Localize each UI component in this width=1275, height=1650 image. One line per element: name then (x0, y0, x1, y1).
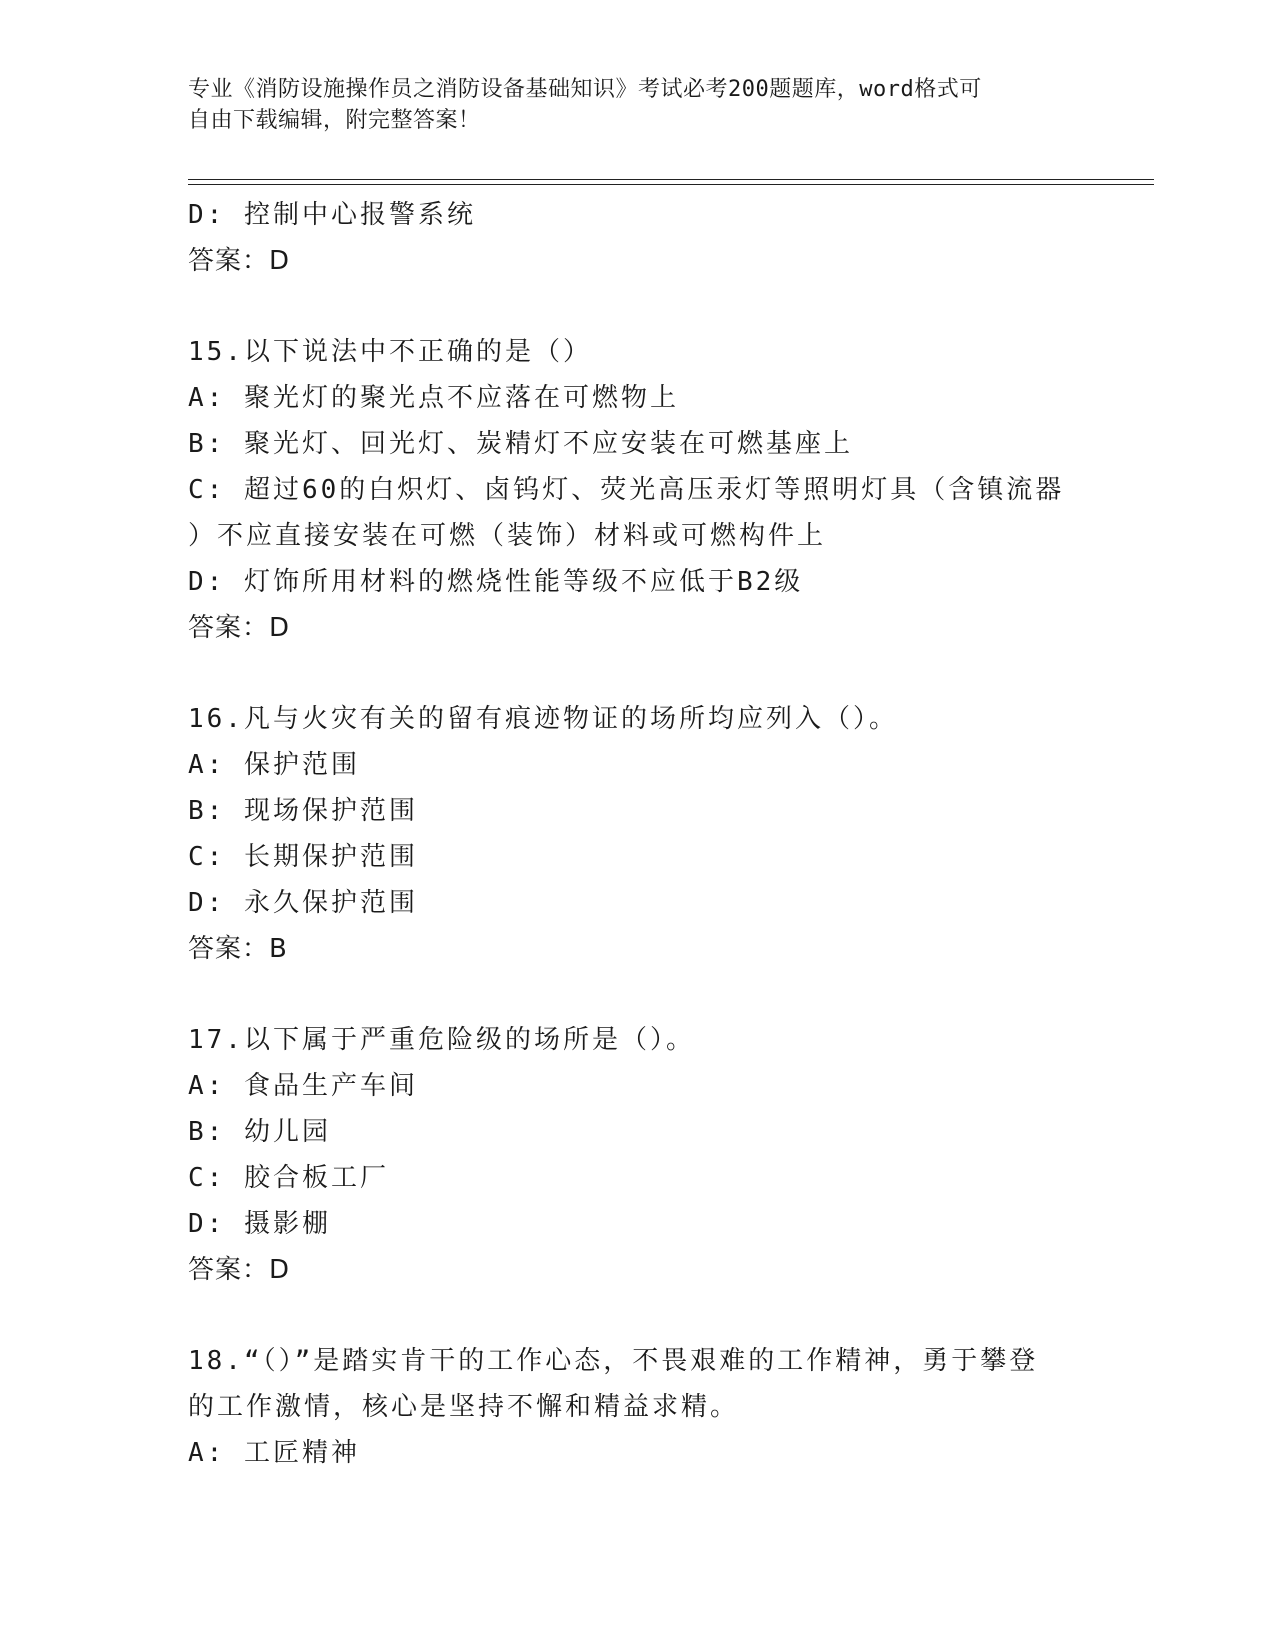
option-c: C: 胶合板工厂 (188, 1163, 389, 1193)
header-divider-top (188, 179, 1154, 180)
option-a: A: 聚光灯的聚光点不应落在可燃物上 (188, 383, 679, 413)
question-text-continued: 的工作激情，核心是坚持不懈和精益求精。 (188, 1392, 740, 1422)
spacer (188, 1293, 1088, 1338)
question-text: 15.以下说法中不正确的是（） (188, 337, 592, 367)
question-14-fragment (188, 192, 1088, 284)
document-header (188, 74, 1088, 136)
option-a: A: 保护范围 (188, 750, 360, 780)
answer: 答案：D (188, 246, 291, 276)
option-c: C: 长期保护范围 (188, 842, 418, 872)
option-c-continued: ）不应直接安装在可燃（装饰）材料或可燃构件上 (188, 521, 827, 551)
header-title-line-2: 自由下载编辑，附完整答案！ (188, 108, 481, 133)
question-16 (188, 696, 1088, 972)
question-text: 16.凡与火灾有关的留有痕迹物证的场所均应列入（）。 (188, 704, 898, 734)
spacer (188, 284, 1088, 329)
question-15 (188, 329, 1088, 651)
spacer (188, 972, 1088, 1017)
option-c: C: 超过60的白炽灯、卤钨灯、荧光高压汞灯等照明灯具（含镇流器 (188, 475, 1065, 505)
option-a: A: 食品生产车间 (188, 1071, 418, 1101)
question-text: 17.以下属于严重危险级的场所是（）。 (188, 1025, 695, 1055)
header-title-line-1: 专业《消防设施操作员之消防设备基础知识》考试必考200题题库，word格式可 (188, 77, 982, 102)
option-d: D: 永久保护范围 (188, 888, 418, 918)
answer: 答案：D (188, 613, 291, 643)
question-17 (188, 1017, 1088, 1293)
option-d: D: 摄影棚 (188, 1209, 331, 1239)
spacer (188, 651, 1088, 696)
option-d: D: 灯饰所用材料的燃烧性能等级不应低于B2级 (188, 567, 804, 597)
question-list (188, 192, 1088, 1476)
answer: 答案：B (188, 934, 288, 964)
option-b: B: 现场保护范围 (188, 796, 418, 826)
option-b: B: 幼儿园 (188, 1117, 331, 1147)
question-text: 18.“（）”是踏实肯干的工作心态，不畏艰难的工作精神，勇于攀登 (188, 1346, 1039, 1376)
option-a: A: 工匠精神 (188, 1438, 360, 1468)
option-d: D: 控制中心报警系统 (188, 200, 476, 230)
answer: 答案：D (188, 1255, 291, 1285)
option-b: B: 聚光灯、回光灯、炭精灯不应安装在可燃基座上 (188, 429, 853, 459)
question-18 (188, 1338, 1088, 1476)
header-divider-bottom (188, 184, 1154, 185)
